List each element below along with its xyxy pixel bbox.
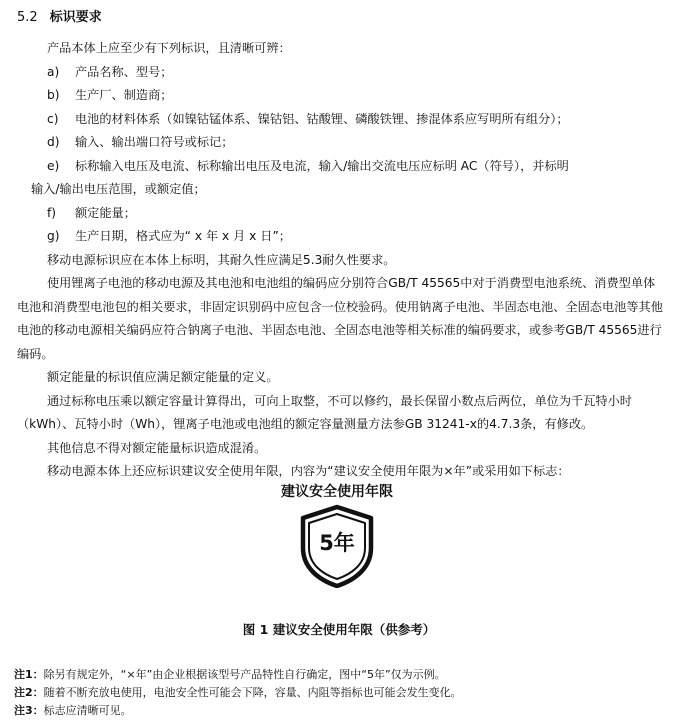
badge-value: 5年 — [319, 531, 355, 555]
section-body — [17, 37, 665, 484]
list-text: 标称输入电压及电流、标称输出电压及电流，输入/输出交流电压应标明 AC（符号），并标明 — [75, 158, 569, 173]
energy-calculation-paragraph: 通过标称电压乘以额定容量计算得出，可向上取整，不可以修约，最长保留小数点后两位，单位为千瓦特小时（kWh）、瓦特小时（Wh），锂离子电池或电池组的额定容量测量方法参GB 31241-x的4.7.3条，有修改。 — [17, 393, 632, 431]
note-2 — [14, 684, 462, 702]
safety-life-paragraph: 移动电源本体上还应标识建议安全使用年限，内容为“建议安全使用年限为×年”或采用如下标志： — [47, 464, 570, 478]
section-title: 标识要求 — [49, 10, 102, 25]
list-item-a — [17, 61, 665, 85]
note-3 — [14, 702, 462, 720]
note-text: 标志应清晰可见。 — [43, 704, 132, 717]
shield-icon — [299, 504, 375, 588]
list-text: 生产日期，格式应为“ x 年 x 月 x 日”； — [75, 229, 291, 243]
safety-life-figure — [262, 482, 412, 592]
list-text: 生产厂、制造商； — [75, 88, 173, 102]
list-label: d) — [47, 135, 60, 149]
list-item-d — [17, 131, 665, 155]
coding-paragraph: 使用锂离子电池的移动电源及其电池和电池组的编码应分别符合GB/T 45565中对于消费型电池系统、消费型单体电池和消费型电池包的相关要求，非固定识别码中应包含一位校验码。使用钠离子电池、半固态电池、全固态电池等其他电池的移动电源相关编码应符合钠离子电池、半固态电池、全固态电池等相关标准的编码要求，或参考GB/T 45565进行编码。 — [17, 276, 663, 361]
list-label: e) — [47, 158, 60, 173]
badge-title: 建议安全使用年限 — [281, 484, 393, 500]
note-label: 注1： — [14, 668, 44, 681]
section-heading — [17, 8, 102, 28]
no-confusion-paragraph: 其他信息不得对额定能量标识造成混淆。 — [47, 440, 267, 455]
note-text: 随着不断充放电使用，电池安全性可能会下降，容量、内阻等指标也可能会发生变化。 — [43, 686, 462, 699]
list-label: f) — [47, 205, 57, 220]
list-item-b — [17, 84, 665, 108]
list-item-g — [17, 225, 665, 249]
note-1 — [14, 666, 462, 684]
list-text: 电池的材料体系（如镍钴锰体系、镍钴铝、钴酸锂、磷酸铁锂、掺混体系应写明所有组分）； — [75, 111, 569, 126]
list-item-e-continuation: 输入/输出电压范围，或额定值； — [31, 182, 206, 196]
energy-definition-paragraph: 额定能量的标识值应满足额定能量的定义。 — [47, 370, 279, 384]
notes-block — [14, 666, 462, 720]
list-label: a) — [47, 64, 60, 79]
note-text: 除另有规定外，“×年”由企业根据该型号产品特性自行确定，图中“5年”仅为示例。 — [43, 668, 446, 681]
list-label: c) — [47, 111, 59, 126]
note-label: 注3： — [14, 704, 44, 717]
list-text: 额定能量； — [75, 205, 136, 220]
list-item-f — [17, 202, 665, 226]
list-label: g) — [47, 229, 60, 243]
durability-paragraph: 移动电源标识应在本体上标明，其耐久性应满足5.3耐久性要求。 — [47, 252, 396, 267]
list-item-c — [17, 108, 665, 132]
list-label: b) — [47, 88, 60, 102]
note-label: 注2： — [14, 686, 44, 699]
list-item-e — [17, 155, 665, 179]
list-text: 输入、输出端口符号或标记； — [75, 135, 234, 149]
section-number: 5.2 — [17, 10, 38, 25]
figure-caption: 图 1 建议安全使用年限（供参考） — [242, 622, 436, 637]
intro-paragraph: 产品本体上应至少有下列标识，且清晰可辨： — [47, 41, 291, 55]
list-text: 产品名称、型号； — [75, 64, 173, 79]
